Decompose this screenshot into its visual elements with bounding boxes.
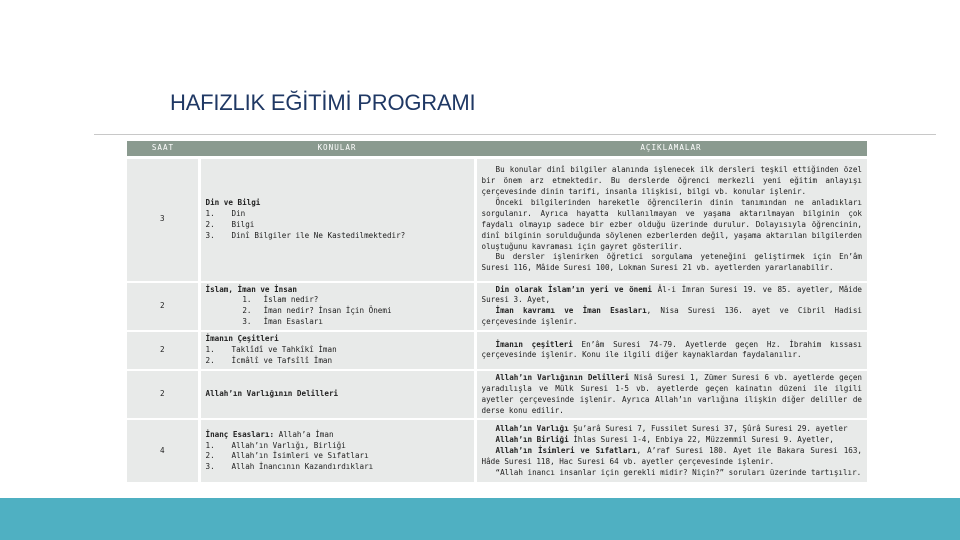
aciklama-paragraph: Bu konular dinî bilgiler alanında işlenecek ilk dersleri teşkil ettiğinden özel bir önem arz etmektedir. Bu derslerde öğrenci merkezli yeni eğitim anlayışı çerçevesinde dinin tarifi, insanla ilişkisi, bilgi vb. konular işlenir. [481, 165, 862, 197]
aciklama-bold: Allah’ın Varlığının Delilleri [495, 372, 630, 382]
aciklama-paragraph [482, 435, 863, 446]
program-table [127, 141, 867, 484]
saat-cell: 4 [127, 419, 199, 483]
aciklama-cell [475, 158, 867, 282]
aciklama-paragraph [482, 446, 863, 468]
aciklama-bold: İmanın çeşitleri [495, 339, 573, 349]
item-number: 2. [242, 306, 252, 316]
aciklama-paragraph [482, 340, 863, 362]
aciklama-bold: Allah’ın İsimleri ve Sıfatları [495, 446, 637, 456]
aciklama-bold: Allah’ın Birliği [495, 435, 569, 445]
list-item [206, 231, 469, 242]
konu-heading: Allah’ın Varlığının Delilleri [205, 389, 339, 399]
konu-cell [199, 419, 475, 483]
konu-heading: İslam, İman ve İnsan [205, 284, 297, 294]
item-number: 1. [205, 208, 215, 218]
list-item [206, 451, 469, 462]
item-text: Allah’ın İsimleri ve Sıfatları [231, 451, 369, 461]
konu-cell [199, 331, 475, 370]
list-item [206, 220, 469, 231]
konu-cell [199, 158, 475, 282]
saat-cell: 2 [127, 370, 199, 420]
item-text: Bilgi [231, 219, 255, 229]
table-row [127, 370, 867, 420]
saat-cell: 3 [127, 158, 199, 282]
aciklama-text: Şu’arâ Suresi 7, Fussilet Suresi 37, Şûrâ Suresi 29. ayetler [568, 424, 848, 434]
aciklama-text: , Nisa Suresi 136. ayet ve Cibril Hadisi çerçevesinde işlenir. [481, 306, 862, 327]
item-text: Allah İnancının Kazandırdıkları [231, 462, 374, 472]
aciklama-bold: Din olarak İslam’ın yeri ve önemi [495, 284, 652, 294]
aciklama-text: Nisâ Suresi 1, Zümer Suresi 6 vb. ayetlerde geçen yaradılışla ve Mülk Suresi 1-5 vb. ayetlerde geçen kainatın düzeni ile ilgili ayetler çerçevesinde işlenir. Ayrıca Allah’ın varlığına ilişkin diğer deliller de derse konu edilir. [481, 372, 863, 415]
list-item [206, 209, 469, 220]
list-item [206, 306, 469, 317]
header-konular: KONULAR [199, 141, 475, 158]
item-text: İman nedir? İnsan İçin Önemi [263, 306, 392, 316]
konu-heading: Din ve Bilgi [205, 197, 261, 207]
saat-cell: 2 [127, 331, 199, 370]
aciklama-text: En’âm Suresi 74-79. Ayetlerde geçen Hz. İbrahim kıssası çerçevesinde işlenir. Konu ile ilgili diğer kaynaklardan faydalanılır. [481, 339, 862, 360]
item-text: İman Esasları [263, 317, 323, 327]
aciklama-bold: İman kavramı ve İman Esasları [495, 306, 647, 316]
konu-cell [199, 282, 475, 332]
aciklama-paragraph [482, 285, 863, 307]
table-row [127, 419, 867, 483]
list-item [206, 317, 469, 328]
aciklama-paragraph [482, 424, 863, 435]
item-number: 3. [242, 317, 252, 327]
item-text: Taklîdî ve Tahkîkî İman [231, 345, 337, 355]
item-text: Dinî Bilgiler ile Ne Kastedilmektedir? [231, 230, 406, 240]
footer-bar [0, 498, 960, 540]
item-text: Allah’ın Varlığı, Birliği [231, 440, 346, 450]
konu-heading-line [206, 430, 469, 441]
header-saat: SAAT [127, 141, 199, 158]
list-item [206, 441, 469, 452]
item-number: 2. [205, 355, 215, 365]
list-item [206, 462, 469, 473]
konu-heading: İmanın Çeşitleri [205, 334, 279, 344]
aciklama-paragraph [482, 306, 863, 328]
item-text: Din [231, 208, 246, 218]
aciklama-text: Âl-i İmran Suresi 19. ve 85. ayetler, Mâide Suresi 3. Ayet, [481, 284, 862, 305]
page-title: HAFIZLIK EĞİTİMİ PROGRAMI [170, 90, 476, 115]
title-divider [94, 134, 936, 135]
item-text: İslam nedir? [263, 295, 319, 305]
aciklama-cell [475, 282, 867, 332]
saat-cell: 2 [127, 282, 199, 332]
aciklama-paragraph: Önceki bilgilerinden hareketle öğrencilerin dinin tanımından ne anladıkları sorgulanır. Ayrıca hayatta kullanılmayan ve yaşama aktarılmayan bilginin çok faydalı olmayıp sadece bir ezber olduğu üzerinde durulur. Dolayısıyla öğrencinin, dinî bilginin sorulduğunda söylenen ezberlerden değil, yaşama aktarılan bilgilerden oluştuğunu kavraması için gayret gösterilir. [481, 197, 862, 251]
konu-heading: İnanç Esasları: [205, 429, 275, 439]
table-row [127, 331, 867, 370]
konu-heading-rest: Allah’a İman [274, 429, 334, 439]
list-item [206, 345, 469, 356]
item-number: 2. [205, 451, 215, 461]
aciklama-cell [475, 370, 867, 420]
item-number: 3. [205, 230, 215, 240]
item-number: 2. [205, 219, 215, 229]
aciklama-bold: Allah’ın Varlığı [495, 424, 569, 434]
aciklama-paragraph: Bu dersler işlenirken öğretici sorgulama yeteneğini geliştirmek için En’âm Suresi 116, Mâide Suresi 100, Lokman Suresi 21 vb. ayetlerden yararlanabilir. [481, 252, 862, 273]
aciklama-paragraph: “Allah inancı insanlar için gerekli midir? Niçin?” soruları üzerinde tartışılır. [495, 467, 862, 477]
aciklama-cell [475, 419, 867, 483]
aciklama-text: İhlas Suresi 1-4, Enbiya 22, Müzzemmil Suresi 9. Ayetler, [568, 435, 834, 445]
aciklama-text: , A’raf Suresi 180. Ayet ile Bakara Suresi 163, Hâde Suresi 118, Hac Suresi 64 vb. ayetler çerçevesinde işlenir. [481, 446, 862, 466]
aciklama-cell [475, 331, 867, 370]
aciklama-paragraph [482, 373, 863, 417]
item-number: 3. [205, 462, 215, 472]
table-row [127, 158, 867, 282]
item-text: İcmâlî ve Tafsîlî İman [231, 355, 333, 365]
list-item [206, 356, 469, 367]
item-number: 1. [205, 440, 215, 450]
table-row [127, 282, 867, 332]
konu-cell [199, 370, 475, 420]
table-header-row [127, 141, 867, 158]
item-number: 1. [242, 295, 252, 305]
header-aciklamalar: AÇIKLAMALAR [475, 141, 867, 158]
item-number: 1. [205, 345, 215, 355]
list-item [206, 295, 469, 306]
